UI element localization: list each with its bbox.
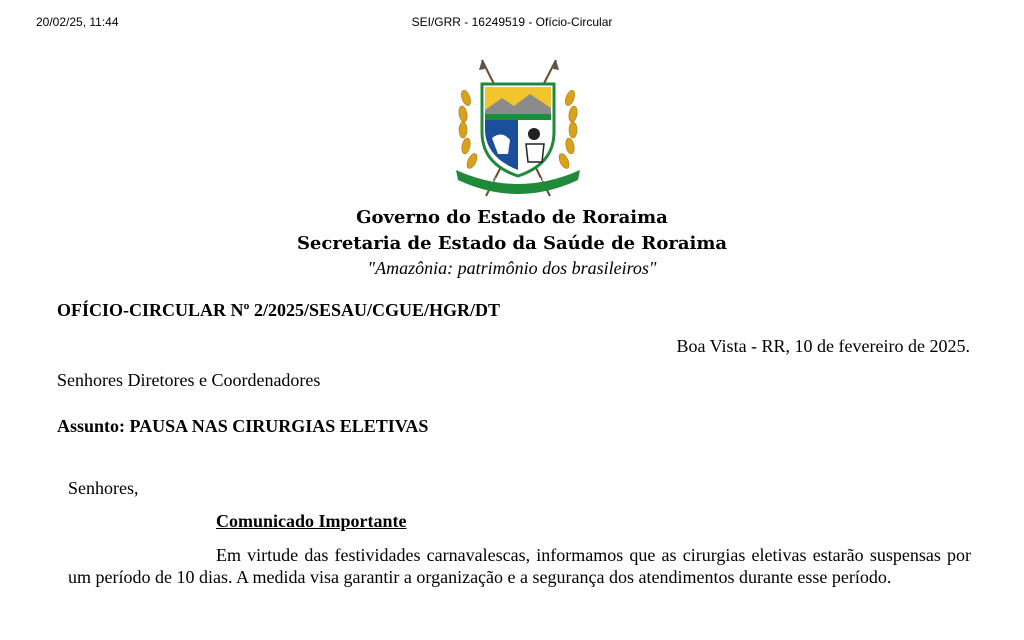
body-paragraph: Em virtude das festividades carnavalescas, informamos que as cirurgias eletivas estarão suspensas por um período de 10 dias. A medida visa garantir a organização e a segurança dos atendimentos durante esse período. [68, 545, 971, 587]
letterhead [0, 205, 1024, 279]
place-date: Boa Vista - RR, 10 de fevereiro de 2025. [676, 336, 970, 356]
print-header [0, 15, 1024, 31]
print-document-ref: SEI/GRR - 16249519 - Ofício-Circular [411, 15, 613, 29]
recipients: Senhores Diretores e Coordenadores [57, 370, 321, 390]
print-timestamp: 20/02/25, 11:44 [36, 15, 119, 29]
letterhead-secretariat: Secretaria de Estado da Saúde de Roraima [296, 233, 728, 254]
document-number: OFÍCIO-CIRCULAR Nº 2/2025/SESAU/CGUE/HGR/DT [57, 300, 500, 320]
letterhead-motto: "Amazônia: patrimônio dos brasileiros" [367, 258, 657, 278]
subject: Assunto: PAUSA NAS CIRURGIAS ELETIVAS [57, 416, 429, 436]
notice-title: Comunicado Importante [216, 511, 407, 531]
crest-ribbon-text: ESTADO DE RORAIMA [491, 178, 545, 184]
roraima-coat-of-arms-icon [452, 58, 584, 198]
greeting: Senhores, [68, 478, 139, 498]
letterhead-government: Governo do Estado de Roraima [356, 207, 668, 228]
